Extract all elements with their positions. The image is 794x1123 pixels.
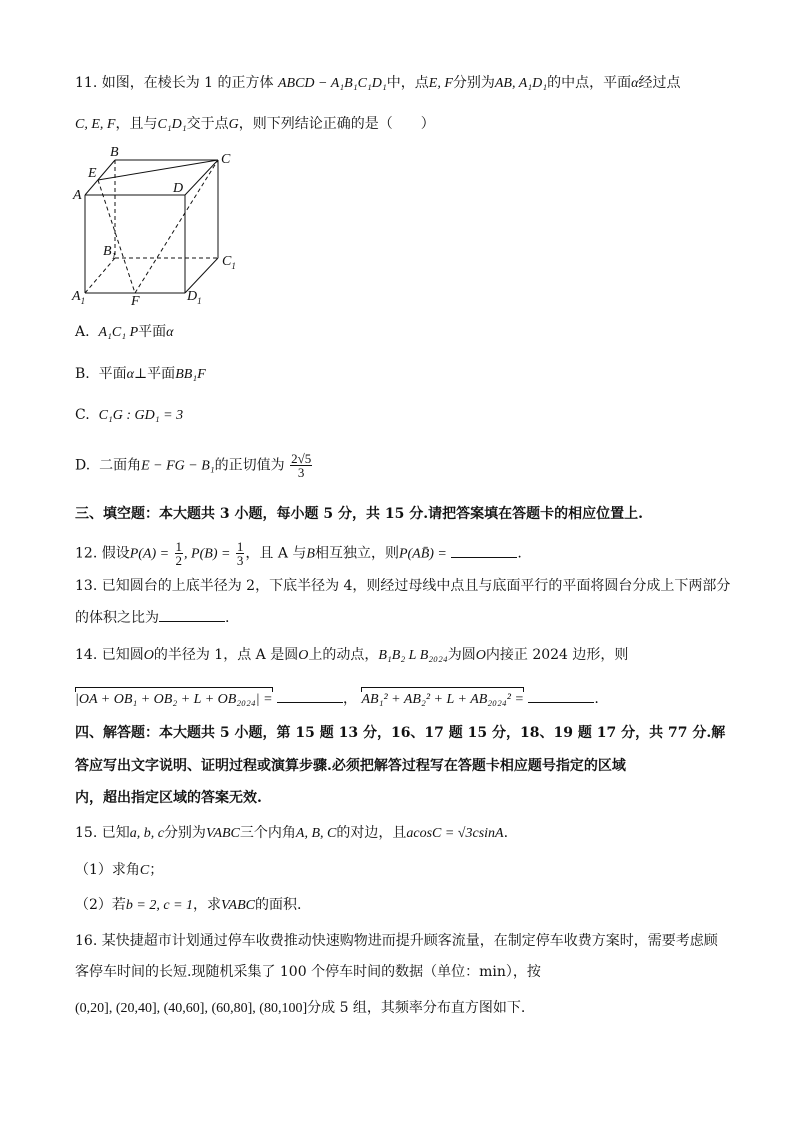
label-B1: $B_1$ bbox=[103, 244, 117, 261]
q13-line1: 13. 已知圆台的上底半径为 2，下底半径为 4，则经过母线中点且与底面平行的平面将圆台分成上下两部分 bbox=[75, 578, 731, 594]
pb-fraction: $\frac{1}{3}$ bbox=[236, 539, 244, 568]
section-3-heading: 三、填空题：本大题共 3 小题，每小题 5 分，共 15 分.请把答案填在答题卡的相应位置上. bbox=[75, 506, 643, 522]
q11-option-a: A. A₁C₁ P平面α bbox=[75, 324, 174, 340]
q14-line1: 14. 已知圆O的半径为 1，点 A 是圆O上的动点，B₁B₂ L B₂₀₂₄为圆O内接正 2024 边形，则 bbox=[75, 647, 629, 663]
label-D1: $D_1$ bbox=[187, 289, 202, 306]
groups: (0,20], (20,40], (40,60], (60,80], (80,100] bbox=[75, 1001, 308, 1016]
cube-figure bbox=[70, 145, 250, 310]
label-B: B bbox=[110, 145, 119, 160]
cube-name: ABCD − A₁B₁C₁D₁ bbox=[277, 76, 387, 91]
label-C: C bbox=[221, 152, 231, 167]
q11-line1: 11. 如图，在棱长为 1 的正方体 ABCD − A₁B₁C₁D₁中，点E, F分别为AB, A₁D₁的中点，平面α经过点 bbox=[75, 75, 681, 91]
answer-blank-12 bbox=[451, 543, 517, 558]
pa-fraction: $\frac{1}{2}$ bbox=[175, 539, 183, 568]
section-4-line3: 内，超出指定区域的答案无效. bbox=[75, 790, 262, 806]
label-E: E bbox=[88, 166, 97, 181]
label-A1: $A_1$ bbox=[72, 289, 86, 306]
q11-option-c: C. C₁G : GD₁ = 3 bbox=[75, 407, 184, 423]
q11-option-d: D. 二面角E − FG − B₁的正切值为 $\frac{2√5}{3}$ bbox=[75, 451, 312, 480]
q15-part1: （1）求角C； bbox=[75, 862, 164, 878]
squared-sum-expression: AB₁² + AB₂² + L + AB₂₀₂₄² = bbox=[361, 690, 523, 710]
q13-line2: 的体积之比为 . bbox=[75, 607, 229, 628]
vector-sum-expression: |OA + OB₁ + OB₂ + L + OB₂₀₂₄| = bbox=[75, 690, 273, 710]
q14-line2: |OA + OB₁ + OB₂ + L + OB₂₀₂₄| = ， AB₁² + AB₂² + L + AB₂₀₂₄² = . bbox=[75, 688, 599, 710]
q16-line2: 客停车时间的长短.现随机采集了 100 个停车时间的数据（单位：min），按 bbox=[75, 964, 541, 980]
label-A: A bbox=[73, 188, 82, 203]
q11-line2: C, E, F，且与C₁D₁交于点G，则下列结论正确的是（ ） bbox=[75, 116, 435, 132]
label-F: F bbox=[131, 294, 140, 309]
answer-blank-13 bbox=[159, 607, 225, 622]
label-D: D bbox=[173, 181, 184, 196]
q15-part2: （2）若b = 2, c = 1，求VABC的面积. bbox=[75, 897, 302, 913]
q11-option-b: B. 平面α⊥平面BB₁F bbox=[75, 366, 206, 382]
tangent-fraction: $\frac{2√5}{3}$ bbox=[291, 451, 312, 480]
answer-blank-14a bbox=[277, 688, 343, 703]
q12: 12. 假设P(A) = $\frac{1}{2}$ , P(B) = $\frac{1}{3}$ ，且 A 与B相互独立，则P(AB̄) = . bbox=[75, 539, 522, 568]
section-4-line1: 四、解答题：本大题共 5 小题，第 15 题 13 分，16、17 题 15 分，18、19 题 17 分，共 77 分.解 bbox=[75, 725, 726, 741]
section-4-line2: 答应写出文字说明、证明过程或演算步骤.必须把解答过程写在答题卡相应题号指定的区域 bbox=[75, 758, 626, 774]
label-C1: $C_1$ bbox=[222, 254, 236, 271]
q16-line3: (0,20], (20,40], (40,60], (60,80], (80,100]分成 5 组，其频率分布直方图如下. bbox=[75, 1000, 526, 1016]
q15-stem: 15. 已知a, b, c分别为VABC三个内角A, B, C的对边，且acosC = √3csinA. bbox=[75, 825, 509, 841]
q16-line1: 16. 某快捷超市计划通过停车收费推动快速购物进而提升顾客流量，在制定停车收费方案时，需要考虑顾 bbox=[75, 933, 718, 949]
answer-blank-14b bbox=[528, 688, 594, 703]
